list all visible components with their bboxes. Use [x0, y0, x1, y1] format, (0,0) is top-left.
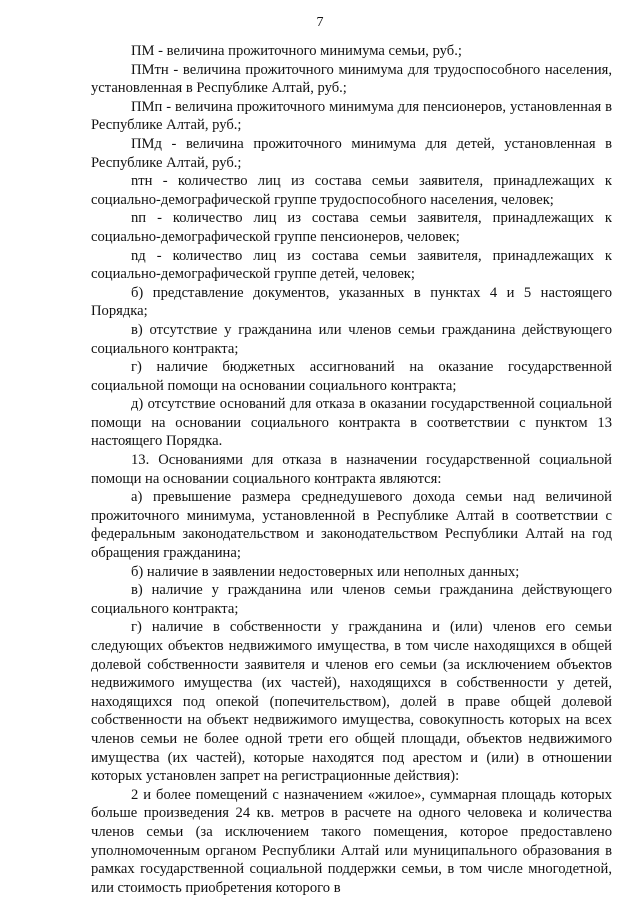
- paragraph-refusal-b: б) наличие в заявлении недостоверных или неполных данных;: [131, 563, 520, 580]
- paragraph-condition-g: г) наличие бюджетных ассигнований на оказание государственной социальной помощи на основании социального контракта;: [91, 359, 612, 394]
- paragraph-np-definition: nп - количество лиц из состава семьи заявителя, принадлежащих к социально-демографической группе пенсионеров, человек;: [91, 210, 612, 245]
- paragraph-pmd-definition: ПМд - величина прожиточного минимума для детей, установленная в Республике Алтай, руб.;: [91, 135, 612, 171]
- paragraph-condition-v: в) отсутствие у гражданина или членов семьи гражданина действующего социального контракта;: [91, 321, 612, 357]
- paragraph-refusal-v: в) наличие у гражданина или членов семьи гражданина действующего социального контракта;: [91, 582, 612, 617]
- paragraph-two-premises: 2 и более помещений с назначением «жилое», суммарная площадь которых больше произведения 24 кв. метров в расчете на одного человека и количества членов семьи (за исключением такого помещения, которое предоставлено уполномоченным органом Республики Алтай или муниципального образования в рамках государственной социальной поддержки семьи, в том числе многодетной, или стоимость приобретения которого в: [91, 786, 612, 896]
- paragraph-section-13: 13. Основаниями для отказа в назначении государственной социальной помощи на основании социального контракта являются:: [91, 452, 612, 487]
- page-number: 7: [316, 15, 324, 30]
- paragraph-ntn-definition: nтн - количество лиц из состава семьи заявителя, принадлежащих к социально-демографической группе трудоспособного населения, человек;: [91, 173, 612, 208]
- paragraph-condition-b: б) представление документов, указанных в пунктах 4 и 5 настоящего Порядка;: [91, 284, 612, 320]
- paragraph-pm-definition: ПМ - величина прожиточного минимума семьи, руб.;: [131, 43, 462, 59]
- paragraph-condition-d: д) отсутствие оснований для отказа в оказании государственной социальной помощи на основании социального контракта в соответствии с пунктом 13 настоящего Порядка.: [91, 396, 612, 450]
- paragraph-refusal-a: а) превышение размера среднедушевого дохода семьи над величиной прожиточного минимума, установленной в Республике Алтай в соответствии с федеральным законодательством и законодательством Республики Алтай на год обращения гражданина;: [91, 489, 612, 562]
- paragraph-pmtn-definition: ПМтн - величина прожиточного минимума для трудоспособного населения, установленная в Республике Алтай, руб.;: [91, 61, 612, 97]
- paragraph-refusal-g: г) наличие в собственности у гражданина и (или) членов его семьи следующих объектов недвижимого имущества, в том числе находящихся в общей долевой собственности заявителя и членов его семьи (за исключением объектов недвижимого имущества (их частей), находящихся в собственности у детей, находящихся под опекой (попечительством), долей в праве общей долевой собственности на объект недвижимого имущества, совокупность которых на всех членов семьи не более одной трети его общей площади, объектов недвижимого имущества (их частей), которые находятся под арестом и (или) в отношении которых установлен запрет на регистрационные действия):: [91, 619, 612, 785]
- paragraph-pmp-definition: ПМп - величина прожиточного минимума для пенсионеров, установленная в Республике Алтай, руб.;: [91, 98, 612, 134]
- paragraph-nd-definition: nд - количество лиц из состава семьи заявителя, принадлежащих к социально-демографической группе детей, человек;: [91, 247, 612, 283]
- document-body: [91, 42, 612, 897]
